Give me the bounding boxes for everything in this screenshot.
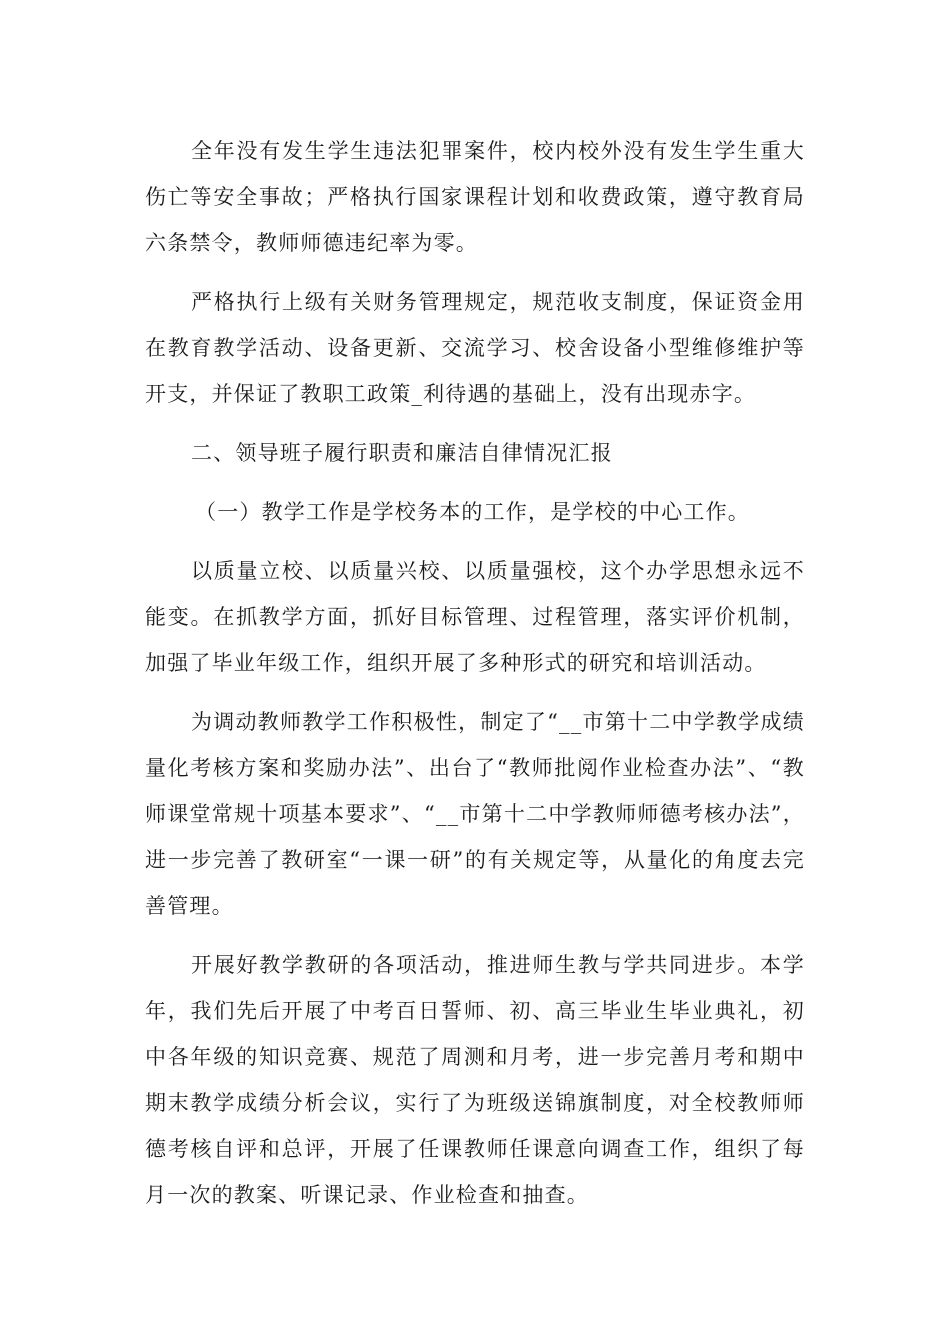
paragraph-regulations: 为调动教师教学工作积极性，制定了“__市第十二中学教学成绩量化考核方案和奖励办法”、出台了“教师批阅作业检查办法”、“教师课堂常规十项基本要求”、“__市第十二中学教师师德考核办法”，进一步完善了教研室“一课一研”的有关规定等，从量化的角度去完善管理。 <box>145 710 805 918</box>
paragraph-quality: 以质量立校、以质量兴校、以质量强校，这个办学思想永远不能变。在抓教学方面，抓好目标管理、过程管理，落实评价机制，加强了毕业年级工作，组织开展了多种形式的研究和培训活动。 <box>145 559 805 675</box>
paragraph-safety: 全年没有发生学生违法犯罪案件，校内校外没有发生学生重大伤亡等安全事故；严格执行国家课程计划和收费政策，遵守教育局六条禁令，教师师德违纪率为零。 <box>145 139 805 255</box>
paragraph-finance: 严格执行上级有关财务管理规定，规范收支制度，保证资金用在教育教学活动、设备更新、交流学习、校舍设备小型维修维护等开支，并保证了教职工政策_利待遇的基础上，没有出现赤字。 <box>145 290 805 406</box>
paragraph-activities: 开展好教学教研的各项活动，推进师生教与学共同进步。本学年，我们先后开展了中考百日誓师、初、高三毕业生毕业典礼，初中各年级的知识竞赛、规范了周测和月考，进一步完善月考和期中期末教学成绩分析会议，实行了为班级送锦旗制度，对全校教师师德考核自评和总评，开展了任课教师任课意向调查工作，组织了每月一次的教案、听课记录、作业检查和抽查。 <box>145 953 805 1207</box>
subsection-heading: （一）教学工作是学校务本的工作，是学校的中心工作。 <box>195 500 750 524</box>
document-body <box>145 128 805 1231</box>
section-heading: 二、领导班子履行职责和廉洁自律情况汇报 <box>191 441 613 465</box>
